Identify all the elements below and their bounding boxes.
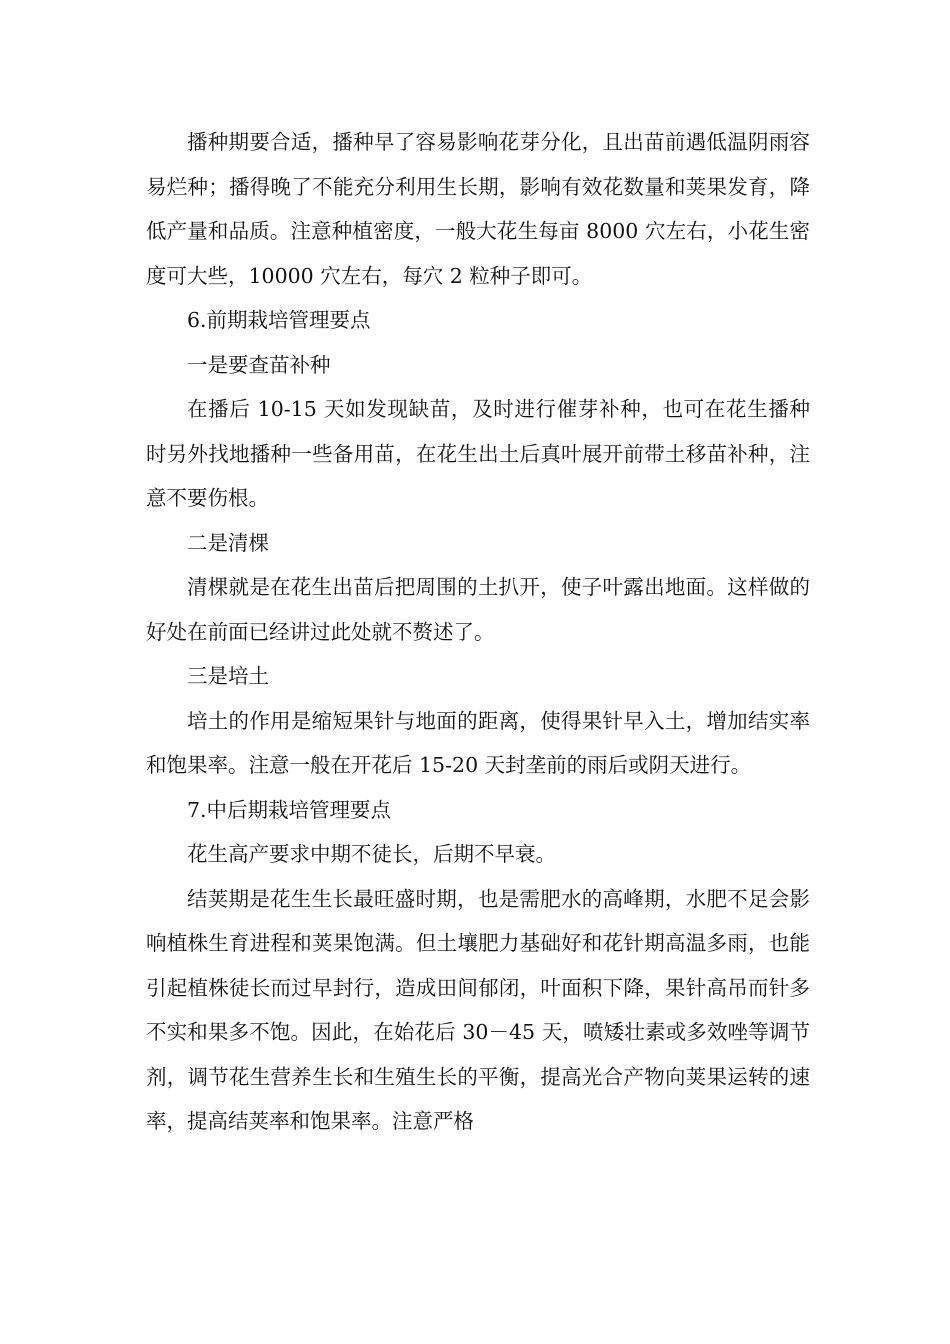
- paragraph-pod-setting-period: 结荚期是花生生长最旺盛时期，也是需肥水的高峰期，水肥不足会影响植株生育进程和荚果饱满。但土壤肥力基础好和花针期高温多雨，也能引起植株徒长而过早封行，造成田间郁闭，叶面积下降，果针高吊而针多不实和果多不饱。因此，在始花后 30－45 天，喷矮壮素或多效唑等调节剂，调节花生营养生长和生殖生长的平衡，提高光合产物向荚果运转的速率，提高结荚率和饱果率。注意严格: [146, 886, 810, 1133]
- subheading-check-seedlings: 一是要查苗补种: [187, 352, 331, 377]
- paragraph-clearing: 清棵就是在花生出苗后把周围的土扒开，使子叶露出地面。这样做的好处在前面已经讲过此处就不赘述了。: [146, 575, 810, 644]
- heading-early-stage-management: 6.前期栽培管理要点: [187, 308, 371, 332]
- paragraph-earthing-up: 培土的作用是缩短果针与地面的距离，使得果针早入土，增加结实率和饱果率。注意一般在开花后 15-20 天封垄前的雨后或阴天进行。: [146, 708, 810, 777]
- paragraph-high-yield-requirement: 花生高产要求中期不徒长，后期不早衰。: [187, 842, 556, 866]
- subheading-clearing: 二是清棵: [187, 530, 269, 555]
- heading-mid-late-stage-management: 7.中后期栽培管理要点: [187, 797, 392, 822]
- subheading-earthing-up: 三是培土: [187, 664, 269, 688]
- paragraph-replanting: 在播后 10-15 天如发现缺苗，及时进行催芽补种，也可在花生播种时另外找地播种一些备用苗，在花生出土后真叶展开前带土移苗补种，注意不要伤根。: [146, 397, 810, 510]
- document-body: [146, 120, 810, 1144]
- paragraph-sowing-period: 播种期要合适，播种早了容易影响花芽分化，且出苗前遇低温阴雨容易烂种；播得晚了不能充分利用生长期，影响有效花数量和荚果发育，降低产量和品质。注意种植密度，一般大花生每亩 8000 穴左右，小花生密度可大些，10000 穴左右，每穴 2 粒种子即可。: [146, 130, 810, 288]
